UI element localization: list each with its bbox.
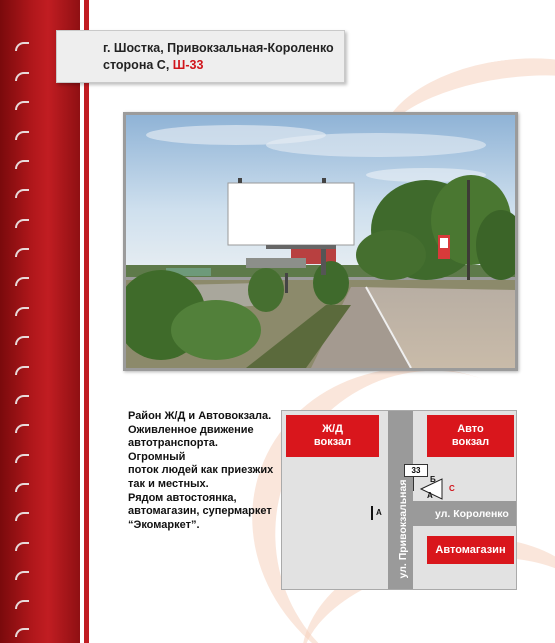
binder-ring bbox=[15, 512, 29, 521]
description-line: автомагазин, супермаркет bbox=[128, 505, 272, 518]
binder-ring bbox=[15, 42, 29, 51]
description-line: Рядом автостоянка, bbox=[128, 491, 237, 504]
title-box bbox=[56, 30, 345, 83]
binder-ring bbox=[15, 483, 29, 492]
binder-ring bbox=[15, 72, 29, 81]
railway-station-label-line: вокзал bbox=[313, 436, 352, 448]
binder-ring bbox=[15, 160, 29, 169]
bus-station-label bbox=[452, 423, 489, 449]
railway-station-label-line: Ж/Д bbox=[322, 423, 343, 435]
binder-ring bbox=[15, 101, 29, 110]
billboard-photo bbox=[126, 115, 515, 368]
side-b-label: Б bbox=[430, 475, 436, 484]
binder-ring bbox=[15, 307, 29, 316]
binder-ring bbox=[15, 189, 29, 198]
marker-a-bar bbox=[371, 506, 373, 520]
description-line: Оживленное движение bbox=[128, 423, 254, 436]
bus-station-block bbox=[427, 415, 514, 457]
location-description bbox=[128, 410, 288, 532]
binder-ring bbox=[15, 219, 29, 228]
description-line: “Экомаркет”. bbox=[128, 518, 200, 531]
railway-station-block bbox=[286, 415, 379, 457]
binder-ring bbox=[15, 248, 29, 257]
auto-shop-label: Автомагазин bbox=[435, 543, 506, 556]
description-line: Район Ж/Д и Автовокзала. bbox=[128, 410, 272, 422]
address-line-2-row bbox=[103, 57, 344, 74]
description-line: так и местных. bbox=[128, 477, 209, 490]
binder-ring bbox=[15, 131, 29, 140]
binder-ring bbox=[15, 600, 29, 609]
railway-station-label bbox=[314, 423, 351, 449]
binder-ring bbox=[15, 366, 29, 375]
binder-ring bbox=[15, 571, 29, 580]
address-line-1: г. Шостка, Привокзальная-Короленко bbox=[103, 41, 334, 55]
auto-shop-block bbox=[427, 536, 514, 564]
binder-ring bbox=[15, 277, 29, 286]
binder-ring bbox=[15, 336, 29, 345]
bus-station-label-line: вокзал bbox=[451, 436, 490, 448]
binder-ring bbox=[15, 424, 29, 433]
billboard-photo-frame bbox=[123, 112, 518, 371]
description-line: поток людей как приезжих bbox=[128, 464, 274, 477]
marker-a-label: А bbox=[376, 508, 382, 517]
binder-ring bbox=[15, 454, 29, 463]
billboard-code: Ш-33 bbox=[172, 58, 204, 72]
location-map bbox=[281, 410, 517, 590]
building-number: 33 bbox=[404, 464, 428, 477]
billboard-pole bbox=[413, 477, 414, 491]
binder-ring bbox=[15, 395, 29, 404]
description-line: автотранспорта. bbox=[128, 437, 218, 450]
side-a-label: А bbox=[427, 491, 433, 500]
binder-strip bbox=[0, 0, 80, 643]
side-c-label: С bbox=[449, 484, 455, 493]
street-label-korolenko: ул. Короленко bbox=[435, 508, 509, 520]
street-scene-illustration bbox=[126, 115, 515, 368]
address-line-2: сторона С, bbox=[103, 58, 170, 72]
street-label-privokzalnaya: ул. Привокзальная bbox=[397, 479, 409, 579]
binder-ring bbox=[15, 628, 29, 637]
description-line: Огромный bbox=[128, 450, 186, 463]
binder-ring bbox=[15, 542, 29, 551]
bus-station-label-line: Авто bbox=[457, 423, 484, 435]
binder-edge bbox=[84, 0, 89, 643]
